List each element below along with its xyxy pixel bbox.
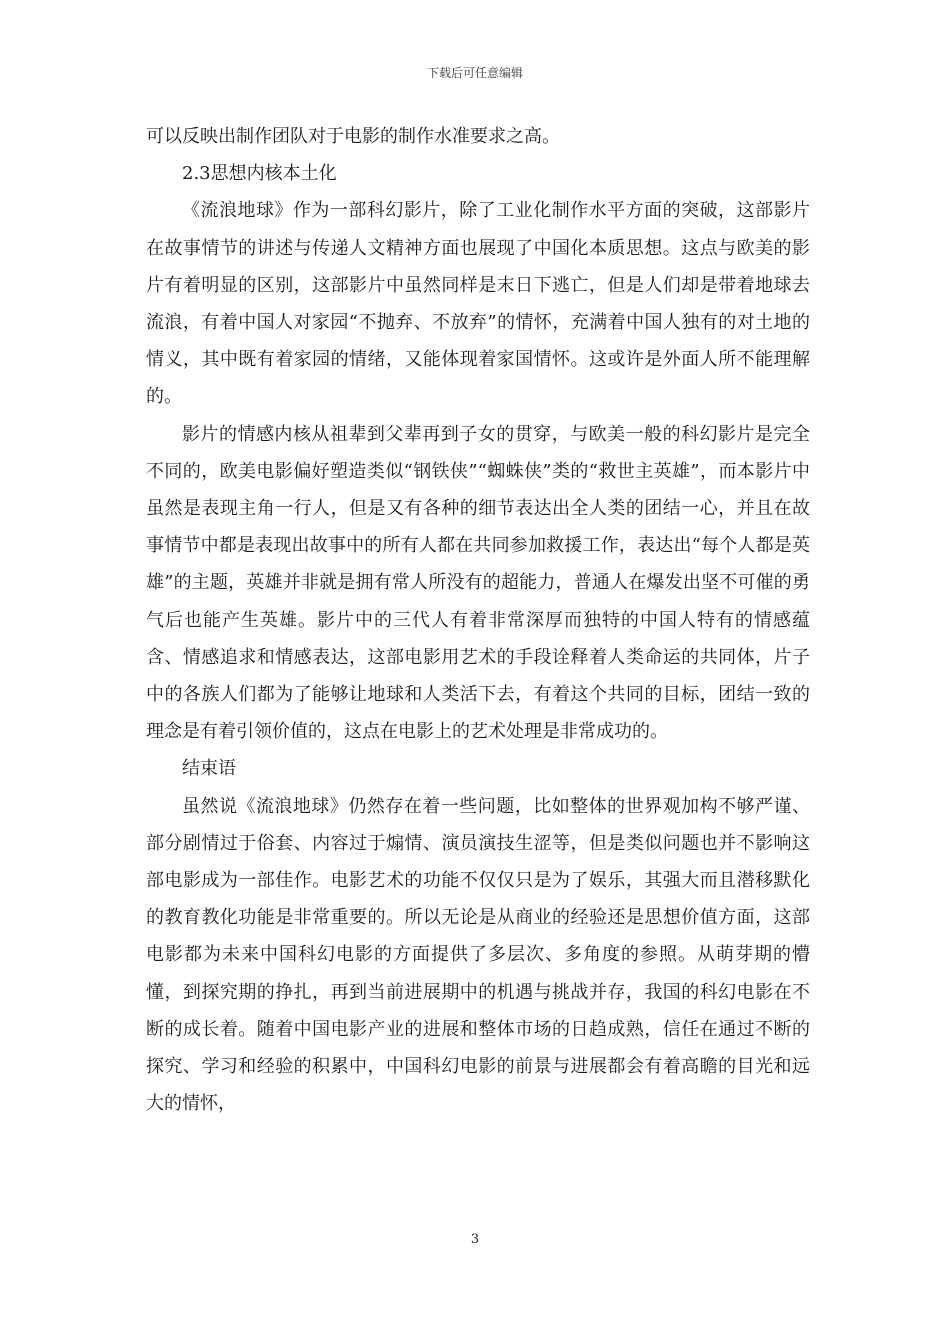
paragraph-1: 《流浪地球》作为一部科幻影片，除了工业化制作水平方面的突破，这部影片在故事情节的讲述与传递人文精神方面也展现了中国化本质思想。这点与欧美的影片有着明显的区别，这部影片中虽然同样是末日下逃亡，但是人们却是带着地球去流浪，有着中国人对家园“不抛弃、不放弃”的情怀，充满着中国人独有的对土地的情义，其中既有着家园的情绪，又能体现着家国情怀。这或许是外面人所不能理解的。 [146,200,810,408]
section-heading-2-3: 2.3思想内核本土化 [182,163,337,185]
section-heading-conclusion: 结束语 [182,758,236,780]
page-number: 3 [470,1232,480,1247]
document-body [146,118,810,1122]
paragraph-3: 虽然说《流浪地球》仍然存在着一些问题，比如整体的世界观加构不够严谨、部分剧情过于俗套、内容过于煽情、演员演技生涩等，但是类似问题也并不影响这部电影成为一部佳作。电影艺术的功能不仅仅只是为了娱乐，其强大而且潜移默化的教育教化功能是非常重要的。所以无论是从商业的经验还是思想价值方面，这部电影都为未来中国科幻电影的方面提供了多层次、多角度的参照。从萌芽期的懵懂，到探究期的挣扎，再到当前进展期中的机遇与挑战并存，我国的科幻电影在不断的成长着。随着中国电影产业的进展和整体市场的日趋成熟，信任在通过不断的探究、学习和经验的积累中，中国科幻电影的前景与进展都会有着高瞻的目光和远大的情怀， [146,795,810,1115]
page-header: 下载后可任意编辑 [426,66,523,80]
paragraph-2: 影片的情感内核从祖辈到父辈再到子女的贯穿，与欧美一般的科幻影片是完全不同的，欧美电影偏好塑造类似“钢铁侠”“蜘蛛侠”类的“救世主英雄”，而本影片中虽然是表现主角一行人，但是又有各种的细节表达出全人类的团结一心，并且在故事情节中都是表现出故事中的所有人都在共同参加救援工作，表达出“每个人都是英雄”的主题，英雄并非就是拥有常人所没有的超能力，普通人在爆发出坚不可催的勇气后也能产生英雄。影片中的三代人有着非常深厚而独特的中国人特有的情感蕴含、情感追求和情感表达，这部电影用艺术的手段诠释着人类命运的共同体，片子中的各族人们都为了能够让地球和人类活下去，有着这个共同的目标，团结一致的理念是有着引领价值的，这点在电影上的艺术处理是非常成功的。 [146,423,810,743]
paragraph-continuation: 可以反映出制作团队对于电影的制作水准要求之高。 [146,126,560,147]
